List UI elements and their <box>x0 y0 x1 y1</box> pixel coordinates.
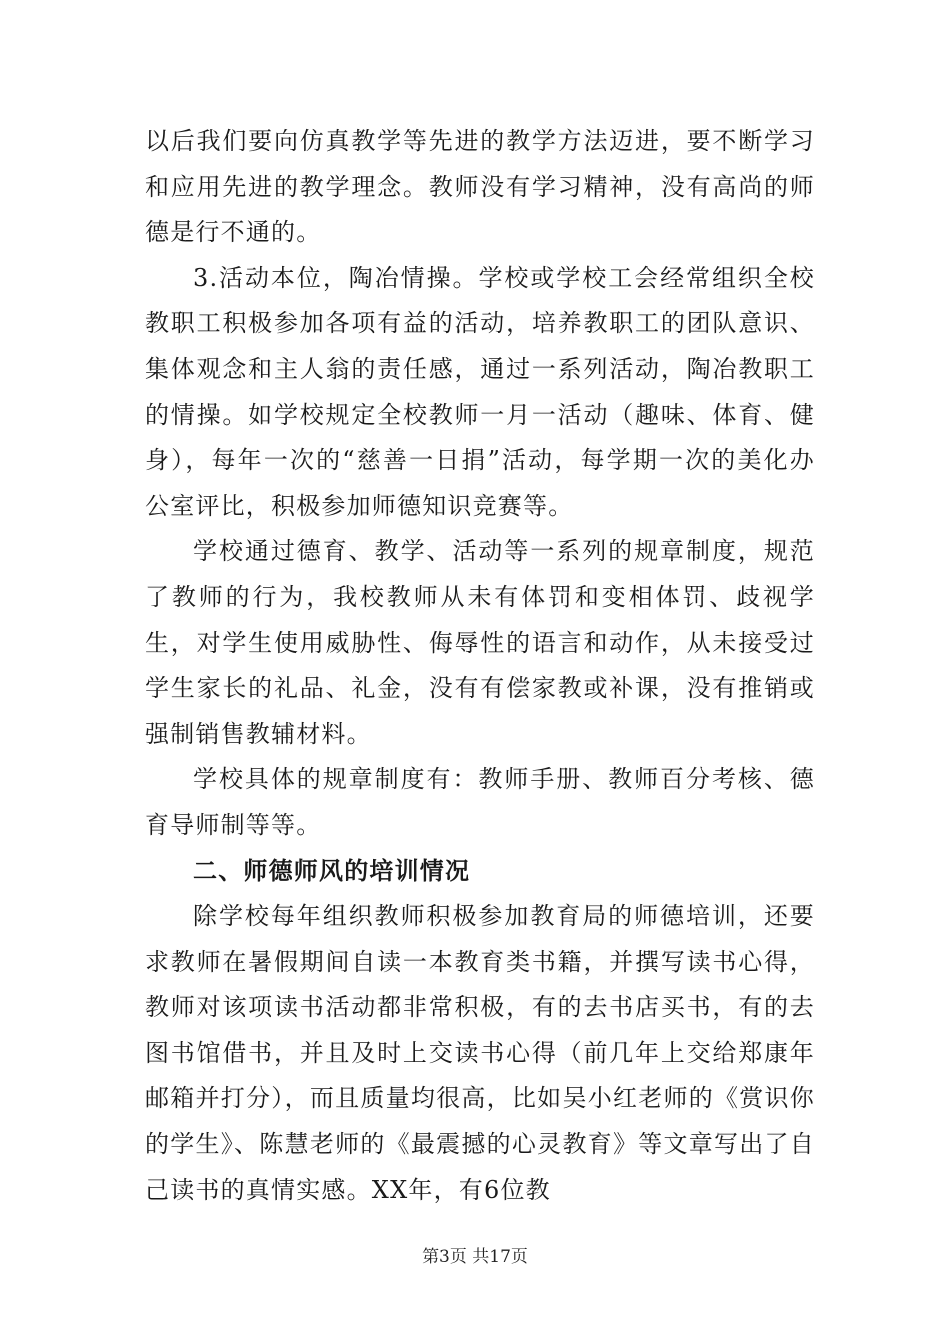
paragraph-rules-summary: 学校通过德育、教学、活动等一系列的规章制度，规范了教师的行为，我校教师从未有体罚和变相体罚、歧视学生，对学生使用威胁性、侮辱性的语言和动作，从未接受过学生家长的礼品、礼金，没有有偿家教或补课，没有推销或强制销售教辅材料。 <box>145 537 815 748</box>
section-heading: 二、师德师风的培训情况 <box>193 856 471 885</box>
paragraph-continuation: 以后我们要向仿真教学等先进的教学方法迈进，要不断学习和应用先进的教学理念。教师没有学习精神，没有高尚的师德是行不通的。 <box>145 127 815 247</box>
page-footer: 第3页 共17页 <box>422 1247 528 1267</box>
paragraph-activity-section: 3.活动本位，陶冶情操。学校或学校工会经常组织全校教职工积极参加各项有益的活动，培养教职工的团队意识、集体观念和主人翁的责任感，通过一系列活动，陶冶教职工的情操。如学校规定全校教师一月一活动（趣味、体育、健身），每年一次的“慈善一日捐”活动，每学期一次的美化办公室评比，积极参加师德知识竞赛等。 <box>145 263 815 520</box>
paragraph-rules-list: 学校具体的规章制度有：教师手册、教师百分考核、德育导师制等等。 <box>145 765 815 839</box>
document-body <box>145 119 815 1213</box>
paragraph-training: 除学校每年组织教师积极参加教育局的师德培训，还要求教师在暑假期间自读一本教育类书籍，并撰写读书心得，教师对该项读书活动都非常积极，有的去书店买书，有的去图书馆借书，并且及时上交读书心得（前几年上交给郑康年邮箱并打分），而且质量均很高，比如吴小红老师的《赏识你的学生》、陈慧老师的《最震撼的心灵教育》等文章写出了自己读书的真情实感。XX年，有6位教 <box>145 902 815 1204</box>
